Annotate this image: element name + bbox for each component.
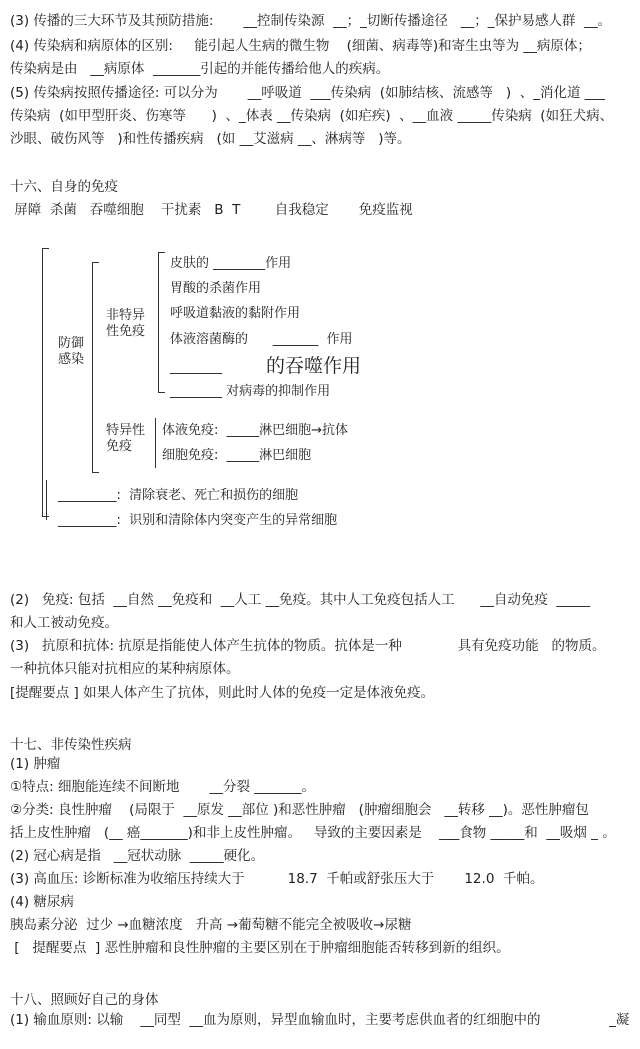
nonspecific-item: ________ 对病毒的抑制作用 — [170, 384, 331, 399]
outer-bracket — [42, 248, 43, 516]
text-line: (1) 输血原则: 以输 __同型 __血为原则，异型血输血时，主要考虑供血者的红细胞中的 _凝 — [10, 1012, 630, 1028]
text-line: 胰岛素分泌 过少 →血糖浓度 升高 →葡萄糖不能完全被吸收→尿糖 — [10, 917, 412, 933]
section-title: 十七、非传染性疾病 — [10, 737, 132, 753]
label-defense: 防御 感染 — [58, 336, 85, 367]
function-item: _________: 识别和清除体内突变产生的异常细胞 — [58, 513, 338, 528]
text-line: (1) 肿瘤 — [10, 756, 61, 772]
function-item: _________: 清除衰老、死亡和损伤的细胞 — [58, 488, 299, 503]
bracket-tick — [158, 392, 165, 393]
nonspecific-item: 呼吸道黏液的黏附作用 — [170, 306, 301, 321]
text-line: (4) 糖尿病 — [10, 894, 74, 910]
nonspecific-bracket — [158, 252, 159, 392]
nonspecific-item: 胃酸的杀菌作用 — [170, 281, 262, 296]
text-line: (5) 传染病按照传播途径: 可以分为 __呼吸道 ___传染病 (如肺结核、流感等 ) 、_消化道 ___ — [10, 85, 605, 101]
text-line: (3) 抗原和抗体: 抗原是指能使人体产生抗体的物质。抗体是一种 具有免疫功能 的物质。 — [10, 638, 606, 654]
text-line: (2) 冠心病是指 __冠状动脉 _____硬化。 — [10, 848, 265, 864]
text-line: 沙眼、破伤风等 )和性传播疾病 (如 __艾滋病 __、淋病等 )等。 — [10, 131, 411, 147]
section-title: 十六、自身的免疫 — [10, 179, 118, 195]
text-line: (3) 传播的三大环节及其预防措施: __控制传染源 __；_切断传播途径 __；_保护易感人群 __。 — [10, 13, 612, 29]
bracket-tick — [92, 262, 99, 263]
text-line: (4) 传染病和病原体的区别: 能引起人生病的微生物 (细菌、病毒等)和寄生虫等为 __病原体； — [10, 38, 591, 54]
text-line: (3) 高血压: 诊断标准为收缩压持续大于 18.7 千帕或舒张压大于 12.0 千帕。 — [10, 871, 544, 887]
label-nonspecific: 非特异 性免疫 — [106, 308, 146, 339]
inner-bracket — [92, 262, 93, 472]
nonspecific-item: 皮肤的 ________作用 — [170, 256, 292, 271]
bracket-tick — [158, 252, 165, 253]
label-specific: 特异性 免疫 — [106, 423, 146, 454]
function-bracket — [46, 480, 47, 520]
word-bank: 屏障 杀菌 吞噬细胞 干扰素 B T 自我稳定 免疫监视 — [10, 202, 413, 218]
text-line: (2) 免疫: 包括 __自然 __免疫和 __人工 __免疫。其中人工免疫包括人工 __自动免疫 _____ — [10, 592, 591, 608]
text-line: 传染病 (如甲型肝炎、伤寒等 ) 、_体表 __传染病 (如疟疾) 、__血液 _____传染病 (如狂犬病、 — [10, 108, 614, 124]
section-title: 十八、照顾好自己的身体 — [10, 992, 159, 1008]
reminder: [ 提醒要点 ] 恶性肿瘤和良性肿瘤的主要区别在于肿瘤细胞能否转移到新的组织。 — [10, 940, 510, 956]
nonspecific-item: 体液溶菌酶的 _______ 作用 — [170, 332, 353, 347]
text-line: ①特点: 细胞能连续不间断地 __分裂 _______。 — [10, 779, 316, 795]
specific-bracket — [155, 418, 156, 468]
text-line: 和人工被动免疫。 — [10, 615, 118, 631]
bracket-tick — [42, 248, 49, 249]
specific-item: 细胞免疫: _____淋巴细胞 — [162, 448, 312, 463]
phagocytosis-label: 的吞噬作用 — [266, 355, 362, 377]
text-line: ②分类: 良性肿瘤 (局限于 __原发 __部位 )和恶性肿瘤 (肿瘤细胞会 __转移 __)。恶性肿瘤包 — [10, 802, 589, 818]
text-line: 括上皮性肿瘤 (__ 癌_______)和非上皮性肿瘤。 导致的主要因素是 ___食物 _____和 __吸烟 _ 。 — [10, 825, 616, 841]
reminder: [提醒要点 ] 如果人体产生了抗体，则此时人体的免疫一定是体液免疫。 — [10, 685, 435, 701]
text-line: 传染病是由 __病原体 _______引起的并能传播给他人的疾病。 — [10, 61, 390, 77]
nonspecific-item: ________ — [170, 360, 222, 375]
specific-item: 体液免疫: _____淋巴细胞→抗体 — [162, 423, 349, 438]
text-line: 一种抗体只能对抗相应的某种病原体。 — [10, 661, 240, 677]
bracket-tick — [92, 472, 99, 473]
